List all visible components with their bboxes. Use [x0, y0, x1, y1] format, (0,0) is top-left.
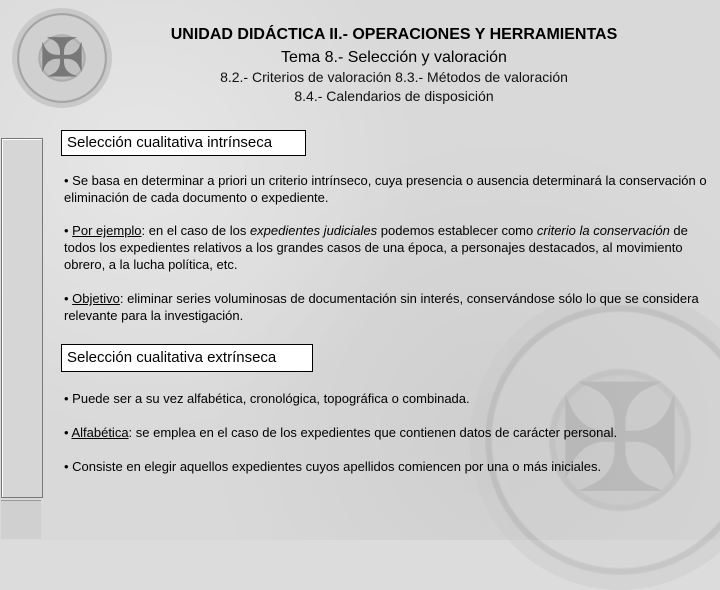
- paragraph-extrinseca-alphabetic: [64, 424, 714, 441]
- topics-line-2: 8.4.- Calendarios de disposición: [294, 88, 494, 104]
- page-title: UNIDAD DIDÁCTICA II.- OPERACIONES Y HERRAMIENTAS: [170, 26, 618, 43]
- bullet: •: [64, 291, 73, 306]
- example-emphasis-2: criterio la conservación: [536, 223, 670, 238]
- paragraph-intrinseca-example: [64, 222, 714, 273]
- alphabetic-text: : se emplea en el caso de los expedientes que contienen datos de carácter personal.: [128, 425, 618, 440]
- left-decorative-panel: [1, 138, 43, 498]
- paragraph-extrinseca-types: • Puede ser a su vez alfabética, cronológica, topográfica o combinada.: [64, 391, 470, 406]
- example-label: Por ejemplo: [72, 223, 142, 238]
- section-heading-intrinseca: Selección cualitativa intrínseca: [61, 130, 306, 156]
- example-text-1: : en el caso de los: [141, 223, 250, 238]
- page-subtitle: Tema 8.- Selección y valoración: [281, 49, 507, 66]
- bullet: •: [64, 425, 72, 440]
- example-text-2: podemos establecer como: [377, 223, 537, 238]
- objective-text: : eliminar series voluminosas de documentación sin interés, conservándose sólo lo que se considera relevante para la investigación.: [64, 291, 699, 323]
- topics-line-1: 8.2.- Criterios de valoración 8.3.- Métodos de valoración: [220, 69, 568, 85]
- example-emphasis-1: expedientes judiciales: [249, 223, 378, 238]
- paragraph-intrinseca-objective: [64, 290, 714, 324]
- left-decorative-footer: [1, 500, 41, 539]
- example-text-3: de todos los expedientes relativos a los grandes casos de una época, a personajes destacados, al movimiento obrero, a la lucha política, etc.: [64, 223, 688, 272]
- university-seal: [12, 8, 112, 108]
- bullet: •: [64, 223, 73, 238]
- alphabetic-label: Alfabética: [71, 425, 129, 440]
- paragraph-intrinseca-definition: • Se basa en determinar a priori un criterio intrínseco, cuya presencia o ausencia determinará la conservación o eliminación de cada documento o expediente.: [64, 173, 707, 205]
- objective-label: Objetivo: [72, 291, 120, 306]
- paragraph-extrinseca-criteria: • Consiste en elegir aquellos expedientes cuyos apellidos comiencen por una o más iniciales.: [64, 459, 602, 474]
- section-heading-extrinseca: Selección cualitativa extrínseca: [61, 344, 313, 372]
- eagle-crest-icon: ✠: [39, 26, 85, 90]
- eagle-crest-icon: ✠: [557, 353, 683, 527]
